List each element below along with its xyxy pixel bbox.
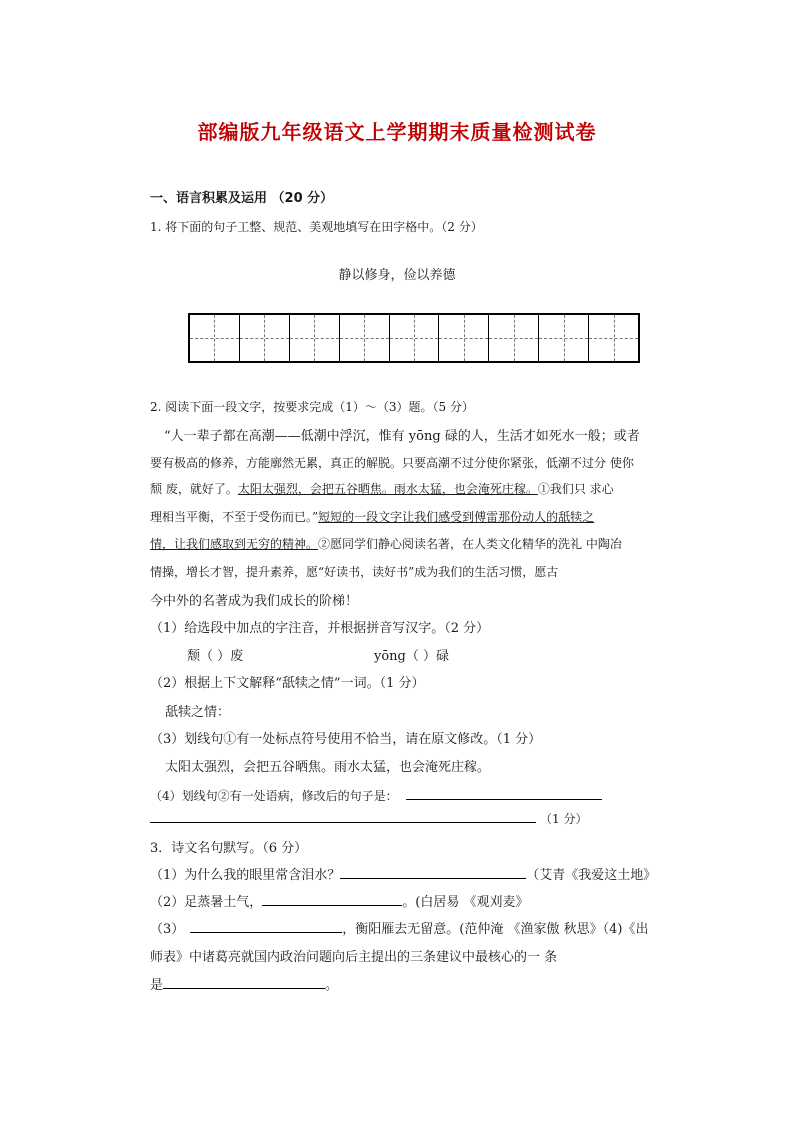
poem-text: （1）为什么我的眼里常含泪水？ xyxy=(150,868,341,883)
poem-line-3 xyxy=(150,918,648,937)
poem-source: （艾青《我爱这土地》 xyxy=(526,868,657,883)
grid-cell[interactable] xyxy=(538,315,588,361)
copy-sentence: 静以修身，俭以养德 xyxy=(338,268,456,283)
poem-text: （3） xyxy=(150,922,185,937)
poem-line-5 xyxy=(150,974,338,993)
grid-cell[interactable] xyxy=(389,315,439,361)
subquestion-2: （2）根据上下文解释“舐犊之情”一词。（1 分） xyxy=(150,676,425,691)
question-3-prompt: 3．诗文名句默写。（6 分） xyxy=(150,841,308,856)
poem-source: 。(白居易 《观刈麦》 xyxy=(402,895,529,910)
answer-line xyxy=(150,808,587,827)
passage-line xyxy=(150,480,614,497)
answer-label: 舐犊之情： xyxy=(165,705,231,720)
question-1-prompt: 1. 将下面的句子工整、规范、美观地填写在田字格中。（2 分） xyxy=(150,220,483,234)
grid-cell[interactable] xyxy=(438,315,488,361)
passage-text: 颓 废，就好了。 xyxy=(150,482,238,496)
passage-line: 要有极高的修养，方能廓然无累，真正的解脱。只要高潮不过分使你紧张，低潮不过分 使你 xyxy=(150,456,634,470)
passage-line xyxy=(150,535,622,552)
score-note: （1 分） xyxy=(540,812,588,826)
passage-line: 今中外的名著成为我们成长的阶梯！ xyxy=(150,594,359,609)
poem-line-4: 师表》中诸葛亮就国内政治问题向后主提出的三条建议中最核心的一 条 xyxy=(150,950,558,965)
poem-line-2 xyxy=(150,891,529,910)
passage-line xyxy=(150,508,594,525)
passage-text: ①我们只 求心 xyxy=(537,482,614,496)
subquestion-1: （1）给选段中加点的字注音，并根据拼音写汉字。（2 分） xyxy=(150,621,490,636)
underlined-text: 情，让我们感取到无穷的精神。 xyxy=(150,537,319,551)
grid-cell[interactable] xyxy=(588,315,638,361)
passage-line: “人一辈子都在高潮——低潮中浮沉，惟有 yōng 碌的人，生活才如死水一般；或者 xyxy=(164,429,640,444)
pinyin-blank-2[interactable]: yōng（ ）碌 xyxy=(374,649,449,664)
sentence-to-fix: 太阳太强烈，会把五谷晒焦。雨水太猛，也会淹死庄稼。 xyxy=(165,760,491,775)
answer-blank[interactable] xyxy=(340,864,526,879)
question-2-prompt: 2. 阅读下面一段文字，按要求完成（1）～（3）题。（5 分） xyxy=(150,400,474,414)
poem-text: 是 xyxy=(150,978,164,993)
answer-blank[interactable] xyxy=(163,974,325,989)
pinyin-blank-1[interactable]: 颓（ ）废 xyxy=(187,649,244,664)
answer-blank[interactable] xyxy=(406,785,602,800)
tianzige-grid[interactable] xyxy=(188,313,640,363)
grid-cell[interactable] xyxy=(239,315,289,361)
answer-blank[interactable] xyxy=(190,918,342,933)
underlined-sentence-2: ②愿同学们静心阅读名著，在人类文化精华的洗礼 中陶冶 xyxy=(318,537,622,551)
grid-cell[interactable] xyxy=(488,315,538,361)
passage-text: 理相当平衡，不至于受伤而已。” xyxy=(150,510,319,524)
grid-cell[interactable] xyxy=(289,315,339,361)
subquestion-4 xyxy=(150,785,602,804)
grid-cell[interactable] xyxy=(339,315,389,361)
page-title: 部编版九年级语文上学期期末质量检测试卷 xyxy=(197,120,597,144)
subquestion-4-text: （4）划线句②有一处语病，修改后的句子是： xyxy=(150,789,398,803)
poem-source: ，衡阳雁去无留意。(范仲淹 《渔家傲 秋思》（4)《出 xyxy=(342,922,649,937)
poem-line-1 xyxy=(150,864,656,883)
answer-blank[interactable] xyxy=(150,808,536,823)
grid-cell[interactable] xyxy=(190,315,239,361)
underlined-sentence-1: 太阳太强烈，会把五谷晒焦。雨水太猛，也会淹死庄稼。 xyxy=(237,482,538,496)
subquestion-3: （3）划线句①有一处标点符号使用不恰当，请在原文修改。（1 分） xyxy=(150,732,542,747)
poem-text: （2）足蒸暑土气， xyxy=(150,895,263,910)
passage-line: 情操，增长才智，提升素养，愿“好读书，读好书”成为我们的生活习惯，愿古 xyxy=(150,565,559,579)
poem-text: 。 xyxy=(325,978,339,993)
section-heading: 一、语言积累及运用 （20 分） xyxy=(150,191,334,206)
underlined-text: 短短的一段文字让我们感受到傅雷那份动人的舐犊之 xyxy=(318,510,595,524)
answer-blank[interactable] xyxy=(262,891,402,906)
